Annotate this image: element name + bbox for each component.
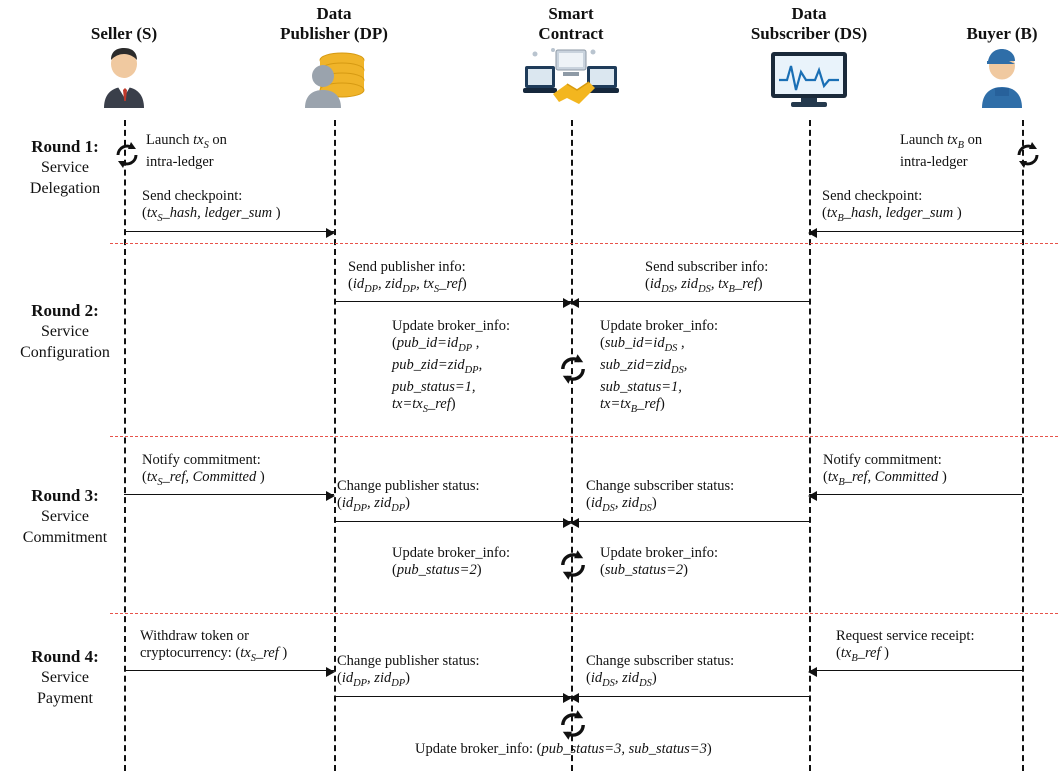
arrow-buyer-to-subscriber-request: [809, 670, 1022, 671]
lifeline-buyer: [1022, 120, 1024, 771]
self-loop-contract-r4-icon: [556, 708, 590, 742]
round-label-3: [0, 485, 130, 548]
msg-notify-commitment-seller: Notify commitment: ($tx_S\_ref$, Committed ): [142, 452, 265, 488]
msg-update-broker-subscriber-r2: Update broker_info: ($sub\_id=id_{DS}$ , sub_zid=zid$_{DS}$, sub_status=1, $tx=tx_B\_ref$): [600, 318, 718, 415]
self-loop-seller-launch-icon: [112, 140, 142, 170]
msg-publisher-info: Send publisher info: ($id_{DP}$, zid$_{DP}$, $tx_S\_ref$): [348, 259, 467, 295]
msg-change-subscriber-status-r4: Change subscriber status: ($id_{DS}$, zid$_{DS}$): [586, 653, 735, 689]
msg-change-publisher-status-r3: Change publisher status: ($id_{DP}$, zid$_{DP}$): [337, 478, 480, 514]
msg-buyer-launch: Launch $tx_B$ on intra-ledger: [900, 132, 983, 170]
round-label-2: [0, 300, 130, 363]
arrow-seller-to-publisher-withdraw: [124, 670, 334, 671]
actor-buyer: [932, 24, 1058, 108]
round-3-name: Service Commitment: [22, 508, 108, 546]
msg-request-receipt: Request service receipt: ($tx_B\_ref$ ): [836, 628, 975, 664]
arrow-buyer-to-subscriber-checkpoint: [809, 231, 1022, 232]
round-1-number: Round 1:: [31, 137, 99, 156]
actor-publisher: [254, 4, 414, 108]
actor-buyer-label: Buyer (B): [966, 24, 1038, 43]
self-loop-contract-r2-icon: [556, 352, 590, 386]
round-separator-3: [110, 613, 1058, 614]
actor-seller: [54, 24, 194, 108]
msg-notify-commitment-buyer: Notify commitment: ($tx_B\_ref$, Committed ): [823, 452, 947, 488]
round-4-name: Service Payment: [37, 669, 93, 707]
arrow-subscriber-to-contract-status-r4: [571, 696, 809, 697]
round-separator-1: [110, 243, 1058, 244]
msg-update-broker-r4: Update broker_info: (pub_status=3, sub_status=3): [415, 741, 712, 757]
actor-seller-label: Seller (S): [90, 24, 158, 43]
self-loop-contract-r3-icon: [556, 548, 590, 582]
msg-subscriber-info: Send subscriber info: ($id_{DS}$, zid$_{DS}$, $tx_B\_ref$): [645, 259, 769, 295]
actor-publisher-label: Data Publisher (DP): [280, 4, 388, 43]
arrow-subscriber-to-contract-info: [571, 301, 809, 302]
self-loop-buyer-launch-icon: [1013, 140, 1043, 170]
worker-avatar-icon: [932, 46, 1058, 108]
msg-withdraw: Withdraw token or cryptocurrency: ($tx_S\_ref$ ): [140, 628, 288, 664]
arrow-publisher-to-contract-status-r4: [334, 696, 571, 697]
round-label-1: [0, 136, 130, 199]
round-4-number: Round 4:: [31, 647, 99, 666]
round-3-number: Round 3:: [31, 486, 99, 505]
arrow-publisher-to-contract-status-r3: [334, 521, 571, 522]
arrow-seller-to-publisher-checkpoint: [124, 231, 334, 232]
arrow-buyer-to-subscriber-notify: [809, 494, 1022, 495]
businessman-avatar-icon: [54, 46, 194, 108]
msg-seller-launch: Launch $tx_S$ on intra-ledger: [146, 132, 227, 170]
msg-update-broker-publisher-r2: Update broker_info: ($pub\_id=id_{DP}$ , pub_zid=zid$_{DP}$, pub_status=1, $tx=tx_S\_ref$): [392, 318, 510, 415]
round-2-number: Round 2:: [31, 301, 99, 320]
msg-update-broker-subscriber-r3: Update broker_info: (sub_status=2): [600, 545, 718, 578]
actor-subscriber-label: Data Subscriber (DS): [750, 4, 868, 43]
msg-seller-checkpoint: Send checkpoint: ($tx_S\_hash$, ledger_sum ): [142, 188, 281, 224]
database-user-icon: [254, 46, 414, 108]
round-2-name: Service Configuration: [20, 323, 110, 361]
msg-buyer-checkpoint: Send checkpoint: ($tx_B\_hash$, ledger_sum ): [822, 188, 962, 224]
actor-smart-contract: [496, 4, 646, 108]
actor-subscriber: [729, 4, 889, 108]
round-separator-2: [110, 436, 1058, 437]
msg-change-publisher-status-r4: Change publisher status: ($id_{DP}$, zid$_{DP}$): [337, 653, 480, 689]
monitor-waveform-icon: [729, 46, 889, 108]
arrow-publisher-to-contract-info: [334, 301, 571, 302]
round-label-4: [0, 646, 130, 709]
handshake-computers-icon: [496, 46, 646, 108]
arrow-subscriber-to-contract-status-r3: [571, 521, 809, 522]
arrow-seller-to-publisher-notify: [124, 494, 334, 495]
round-1-name: Service Delegation: [29, 159, 101, 197]
msg-change-subscriber-status-r3: Change subscriber status: ($id_{DS}$, zid$_{DS}$): [586, 478, 735, 514]
msg-update-broker-publisher-r3: Update broker_info: (pub_status=2): [392, 545, 510, 578]
actor-smart-contract-label: Smart Contract: [538, 4, 604, 43]
lifeline-contract: [571, 120, 573, 771]
